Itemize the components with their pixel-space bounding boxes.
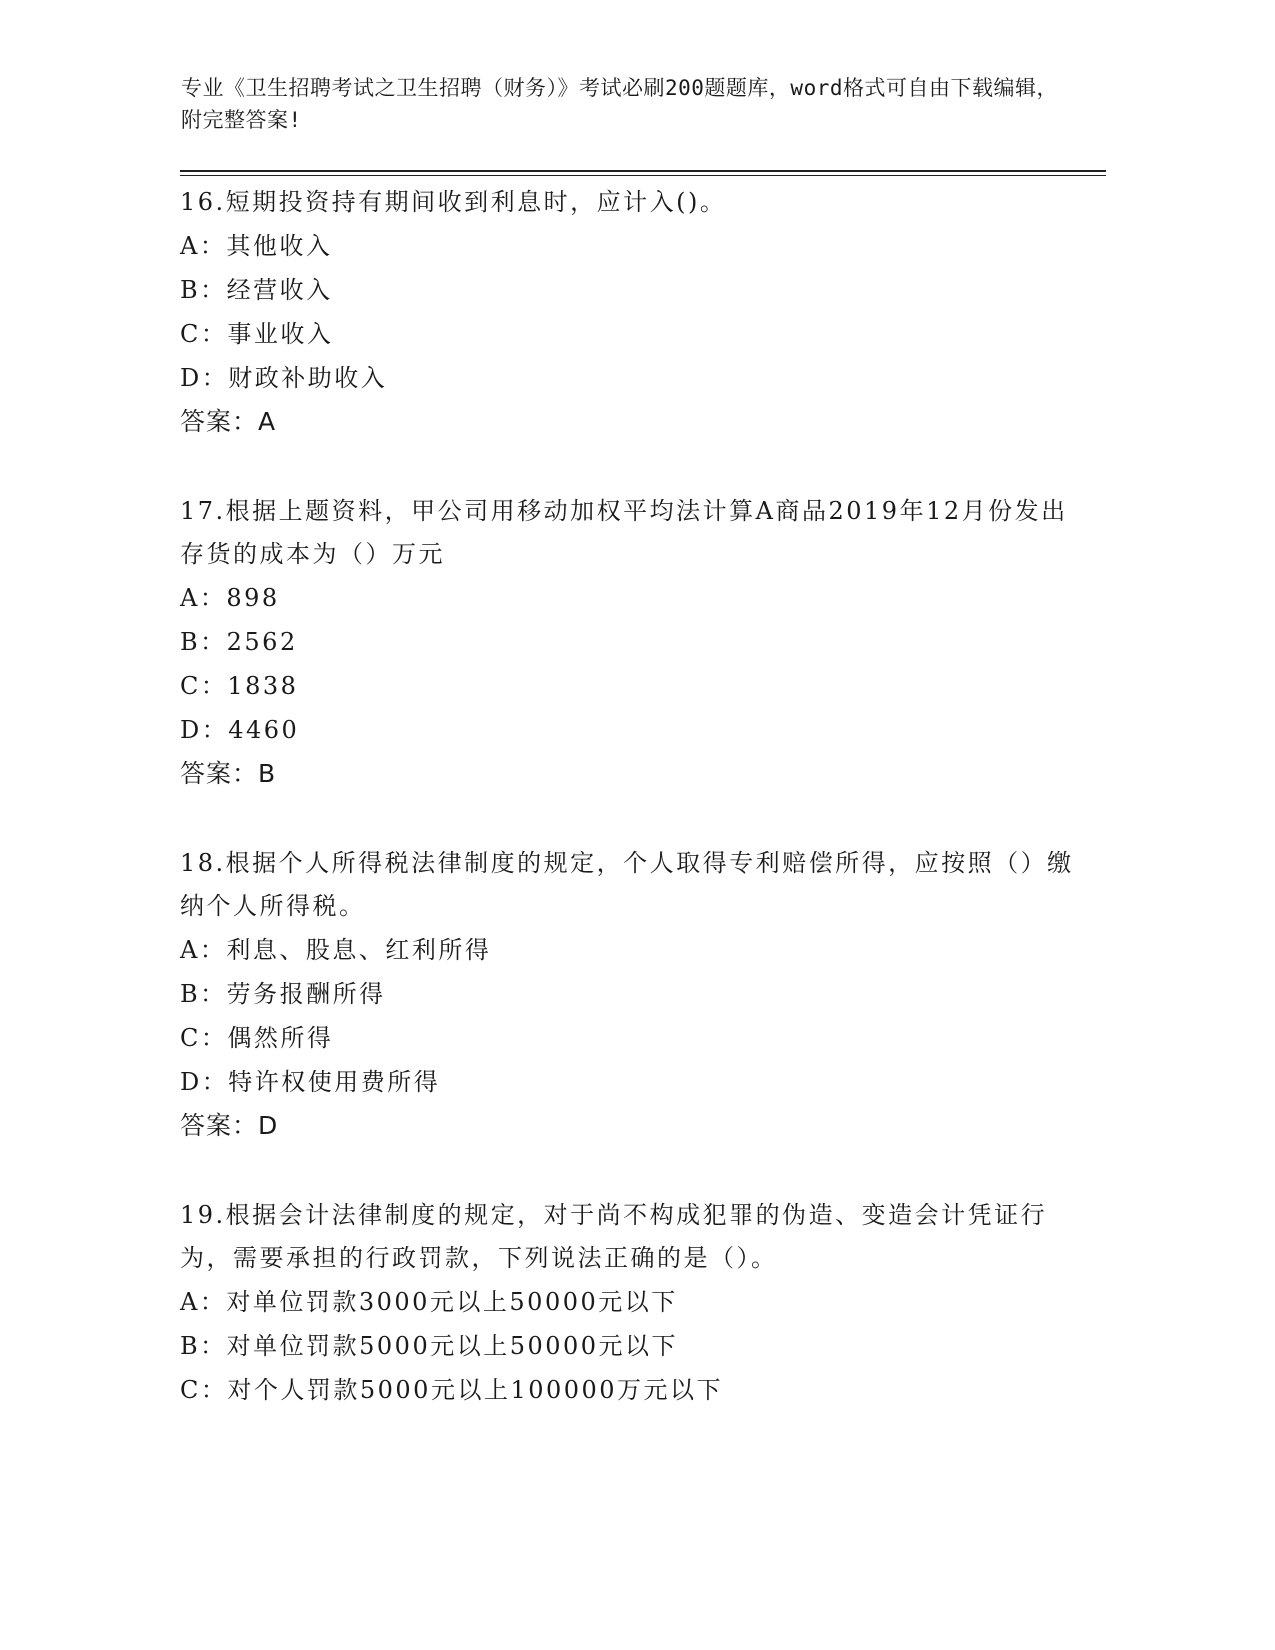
question-stem: 16.短期投资持有期间收到利息时，应计入()。 xyxy=(180,188,727,216)
option-c: C：事业收入 xyxy=(180,320,334,348)
option-a: A：其他收入 xyxy=(180,232,333,260)
header-divider xyxy=(180,170,1106,176)
option-b: B：2562 xyxy=(180,628,298,656)
answer-line: 答案：D xyxy=(180,1111,279,1140)
option-c: C：1838 xyxy=(180,672,299,700)
answer-line: 答案：A xyxy=(180,407,277,436)
option-c: C：对个人罚款5000元以上100000万元以下 xyxy=(180,1376,724,1404)
option-b: B：劳务报酬所得 xyxy=(180,980,386,1008)
option-a: A：898 xyxy=(180,584,280,612)
header-note: 专业《卫生招聘考试之卫生招聘（财务）》考试必刷200题题库，word格式可自由下载编辑，附完整答案! xyxy=(181,76,1058,132)
answer-line: 答案：B xyxy=(180,759,277,788)
option-a: A：对单位罚款3000元以上50000元以下 xyxy=(180,1288,678,1316)
question-item xyxy=(180,842,1080,1148)
question-stem: 17.根据上题资料，甲公司用移动加权平均法计算A商品2019年12月份发出存货的成本为（）万元 xyxy=(180,497,1068,568)
question-item xyxy=(180,181,1080,444)
option-d: D：财政补助收入 xyxy=(180,364,388,392)
question-list xyxy=(180,181,1080,1458)
option-d: D：特许权使用费所得 xyxy=(180,1068,441,1096)
question-item xyxy=(180,490,1080,796)
option-b: B：经营收入 xyxy=(180,276,333,304)
question-stem: 19.根据会计法律制度的规定，对于尚不构成犯罪的伪造、变造会计凭证行为，需要承担的行政罚款，下列说法正确的是（）。 xyxy=(180,1201,1048,1272)
question-stem: 18.根据个人所得税法律制度的规定，个人取得专利赔偿所得，应按照（）缴纳个人所得税。 xyxy=(180,849,1074,920)
question-item xyxy=(180,1194,1080,1412)
option-a: A：利息、股息、红利所得 xyxy=(180,936,492,964)
option-b: B：对单位罚款5000元以上50000元以下 xyxy=(180,1332,679,1360)
option-d: D：4460 xyxy=(180,716,300,744)
option-c: C：偶然所得 xyxy=(180,1024,334,1052)
